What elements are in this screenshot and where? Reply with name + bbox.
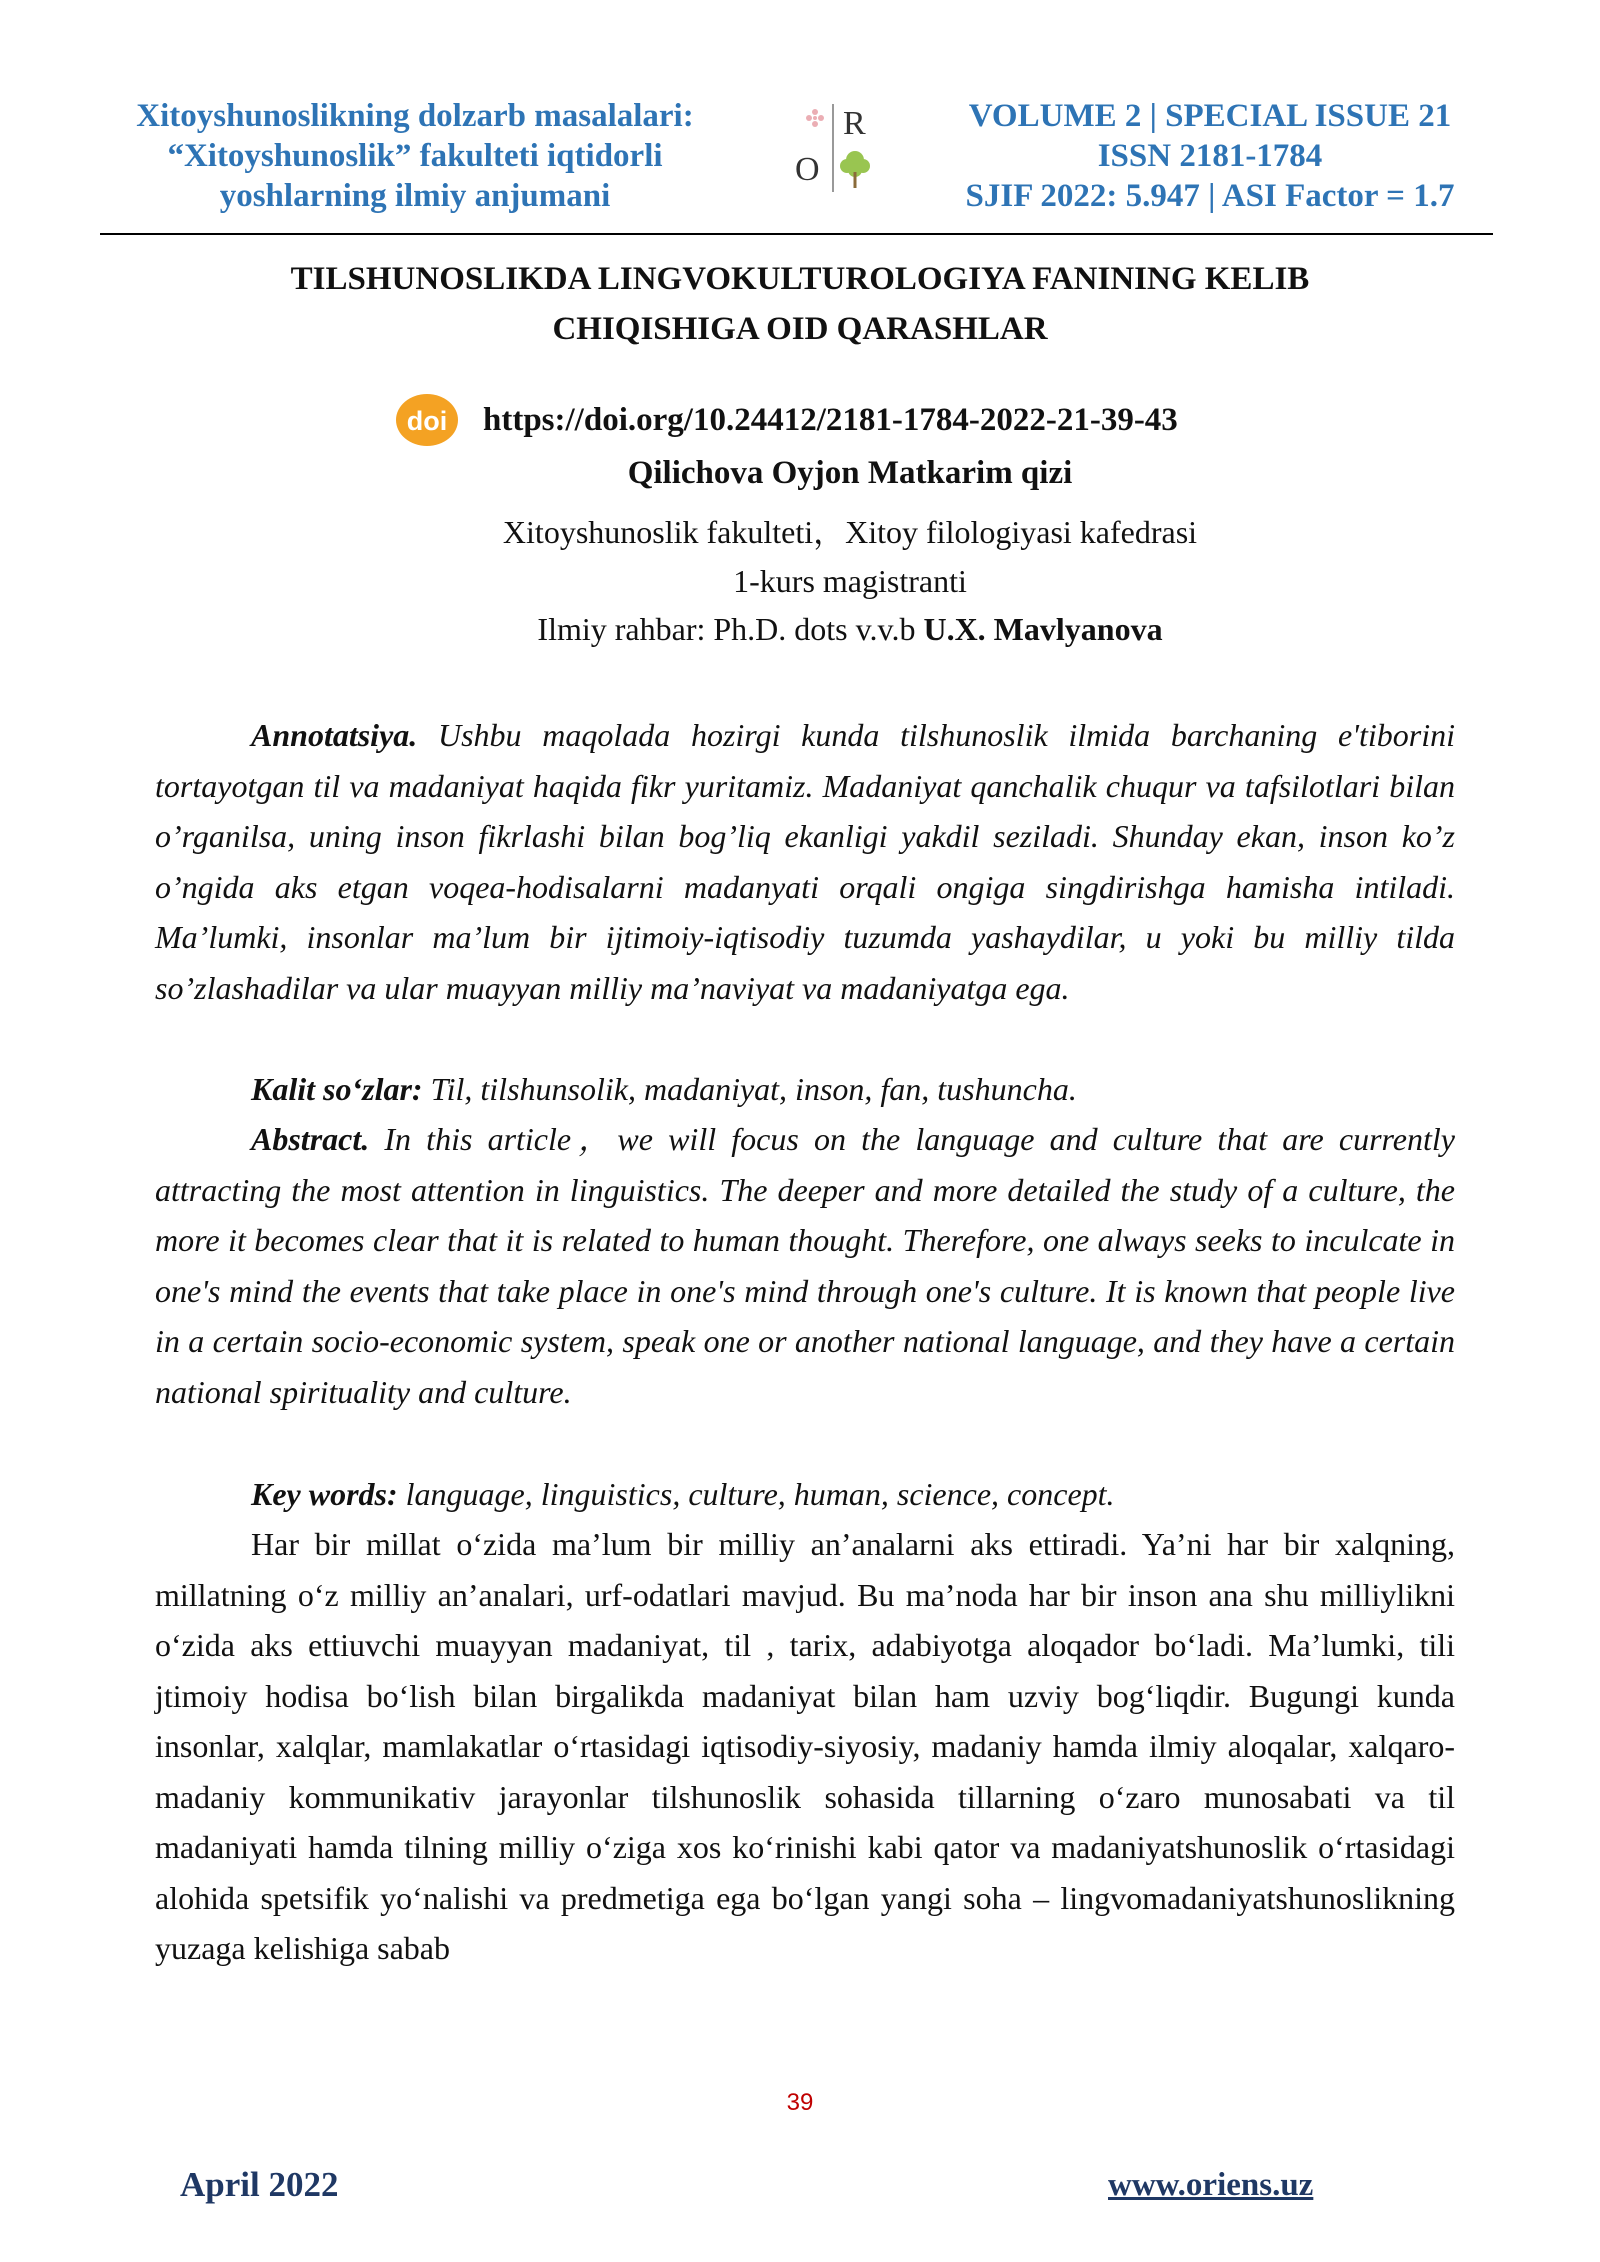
keywords-section xyxy=(155,1469,1455,1520)
issue-date: April 2022 xyxy=(180,2165,339,2204)
author-name: Qilichova Oyjon Matkarim qizi xyxy=(627,455,1073,491)
annotation-label: Annotatsiya. xyxy=(251,717,418,753)
issn-line: ISSN 2181-1784 xyxy=(1097,138,1323,174)
volume-line: VOLUME 2 | SPECIAL ISSUE 21 xyxy=(968,98,1452,134)
website-link[interactable]: www.oriens.uz xyxy=(1108,2167,1314,2203)
author-affiliation: Xitoyshunoslik fakulteti，Xitoy filologiyasi kafedrasi xyxy=(502,514,1198,550)
doi-badge-text: doi xyxy=(406,406,448,436)
kalit-label: Kalit so‘zlar: xyxy=(251,1071,423,1107)
doi-link[interactable]: https://doi.org/10.24412/2181-1784-2022-21-39-43 xyxy=(483,401,1178,438)
doi-icon xyxy=(395,392,459,448)
conference-title xyxy=(100,96,730,216)
conference-title-line: yoshlarning ilmiy anjumani xyxy=(219,178,611,214)
kalit-text: Til, tilshunsolik, madaniyat, inson, fan, tushuncha. xyxy=(422,1071,1077,1107)
header-divider xyxy=(100,233,1493,235)
abstract-label: Abstract. xyxy=(251,1121,370,1157)
author-course: 1-kurs magistranti xyxy=(733,563,967,599)
logo-letter-r: R xyxy=(843,105,866,142)
conference-title-line: “Xitoyshunoslik” fakulteti iqtidorli xyxy=(167,138,663,174)
sjif-line: SJIF 2022: 5.947 | ASI Factor = 1.7 xyxy=(965,178,1455,214)
scientific-advisor xyxy=(200,611,1500,648)
article-title-line: CHIQISHIGA OID QARASHLAR xyxy=(552,311,1048,347)
article-title xyxy=(150,254,1450,354)
doi-row xyxy=(395,390,1178,450)
keywords-text: language, linguistics, culture, human, science, concept. xyxy=(397,1476,1115,1512)
conference-title-line: Xitoyshunoslikning dolzarb masalalari: xyxy=(136,98,694,134)
annotation-section xyxy=(155,710,1455,1013)
advisor-name: U.X. Mavlyanova xyxy=(923,611,1163,647)
oriens-logo-icon xyxy=(785,100,881,196)
abstract-text: In this article，we will focus on the language and culture that are currently attracting the most attention in linguistics. The deeper and more detailed the study of a culture, the more it becomes clear that it is related to human thought. Therefore, one always seeks to inculcate in one's mind the events that take place in one's mind through one's culture. It is known that people live in a certain socio-economic system, speak one or another national language, and they have a certain national spirituality and culture. xyxy=(155,1121,1455,1410)
abstract-section xyxy=(155,1114,1455,1417)
article-title-line: TILSHUNOSLIKDA LINGVOKULTUROLOGIYA FANINING KELIB xyxy=(290,261,1310,297)
main-text-section xyxy=(155,1519,1455,1974)
main-paragraph: Har bir millat o‘zida ma’lum bir milliy an’analarni aks ettiradi. Ya’ni har bir xalqning, millatning o‘z milliy an’analari, urf-odatlari mavjud. Bu ma’noda har bir inson ana shu milliylikni o‘zida aks ettiuvchi muayyan madaniyat, til , tarix, adabiyotga aloqador bo‘ladi. Ma’lumki, tili jtimoiy hodisa bo‘lish bilan birgalikda madaniyat bilan ham uzviy bog‘liqdir. Bugungi kunda insonlar, xalqlar, mamlakatlar o‘rtasidagi iqtisodiy-siyosiy, madaniy hamda ilmiy aloqalar, xalqaro-madaniy kommunikativ jarayonlar tilshunoslik sohasida tillarning o‘zaro munosabati va til madaniyati hamda tilning milliy o‘ziga xos ko‘rinishi kabi qator va madaniyatshunoslik o‘rtasidagi alohida spetsifik yo‘nalishi va predmetiga ega bo‘lgan yangi soha – lingvomadaniyatshunoslikning yuzaga kelishiga sabab xyxy=(155,1526,1455,1966)
kalit-sozlar-section xyxy=(155,1064,1455,1115)
page-number: 39 xyxy=(786,2089,814,2116)
keywords-label: Key words: xyxy=(251,1476,398,1512)
logo-letter-o: O xyxy=(795,151,820,188)
annotation-text: Ushbu maqolada hozirgi kunda tilshunoslik ilmida barchaning e'tiborini tortayotgan til va madaniyat haqida fikr yuritamiz. Madaniyat qanchalik chuqur va tafsilotlari bilan o’rganilsa, uning inson fikrlashi bilan bog’liq ekanligi yakdil seziladi. Shunday ekan, inson ko’z o’ngida aks etgan voqea-hodisalarni madanyati orqali ongiga singdirishga hamisha intiladi. Ma’lumki, insonlar ma’lum bir ijtimoiy-iqtisodiy tuzumda yashaydilar, u yoki bu milliy tilda so’zlashadilar va ular muayyan milliy ma’naviyat va madaniyatga ega. xyxy=(155,717,1455,1006)
advisor-prefix: Ilmiy rahbar: Ph.D. dots v.v.b xyxy=(537,611,924,647)
volume-info xyxy=(905,96,1515,216)
